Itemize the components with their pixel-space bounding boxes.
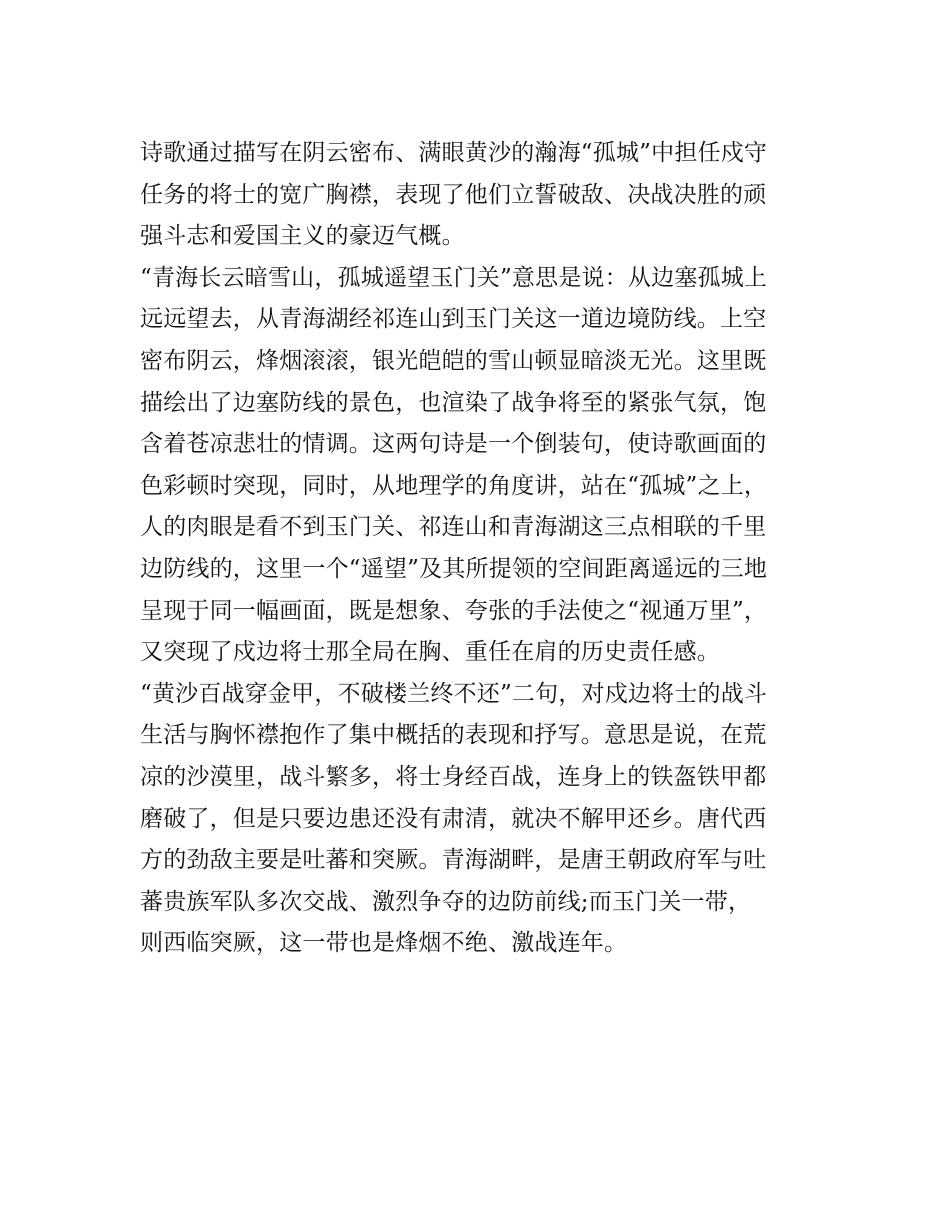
text-line: 则西临突厥，这一带也是烽烟不绝、激战连年。 bbox=[140, 930, 628, 957]
text-line: 蕃贵族军队多次交战、激烈争夺的边防前线;而玉门关一带， bbox=[140, 888, 752, 915]
text-line: 远远望去，从青海湖经祁连山到玉门关这一道边境防线。上空 bbox=[140, 306, 767, 333]
text-line: 密布阴云，烽烟滚滚，银光皑皑的雪山顿显暗淡无光。这里既 bbox=[140, 347, 767, 374]
text-line: 诗歌通过描写在阴云密布、满眼黄沙的瀚海“孤城”中担任戍守 bbox=[140, 140, 768, 166]
text-line: 含着苍凉悲壮的情调。这两句诗是一个倒装句，使诗歌画面的 bbox=[140, 431, 767, 458]
text-line: 呈现于同一幅画面，既是想象、夸张的手法使之“视通万里”， bbox=[140, 597, 768, 624]
text-line: 生活与胸怀襟抱作了集中概括的表现和抒写。意思是说，在荒 bbox=[140, 722, 767, 749]
text-line: 色彩顿时突现，同时，从地理学的角度讲，站在“孤城”之上， bbox=[140, 472, 768, 499]
text-line: 方的劲敌主要是吐蕃和突厥。青海湖畔，是唐王朝政府军与吐 bbox=[140, 847, 767, 874]
text-line: “黄沙百战穿金甲，不破楼兰终不还”二句，对戍边将士的战斗 bbox=[140, 680, 768, 707]
text-line: 又突现了戍边将士那全局在胸、重任在肩的历史责任感。 bbox=[140, 639, 720, 666]
document-body bbox=[140, 133, 820, 965]
text-line: 描绘出了边塞防线的景色，也渲染了战争将至的紧张气氛，饱 bbox=[140, 389, 767, 416]
text-line: 凉的沙漠里，战斗繁多，将士身经百战，连身上的铁盔铁甲都 bbox=[140, 763, 767, 790]
text-line: “青海长云暗雪山，孤城遥望玉门关”意思是说：从边塞孤城上 bbox=[140, 264, 768, 291]
text-line: 任务的将士的宽广胸襟，表现了他们立誓破敌、决战决胜的顽 bbox=[140, 181, 767, 208]
text-line: 强斗志和爱国主义的豪迈气概。 bbox=[140, 223, 465, 250]
text-line: 磨破了，但是只要边患还没有肃清，就决不解甲还乡。唐代西 bbox=[140, 805, 767, 832]
text-line: 边防线的，这里一个“遥望”及其所提领的空间距离遥远的三地 bbox=[140, 555, 768, 582]
text-line: 人的肉眼是看不到玉门关、祁连山和青海湖这三点相联的千里 bbox=[140, 514, 767, 541]
